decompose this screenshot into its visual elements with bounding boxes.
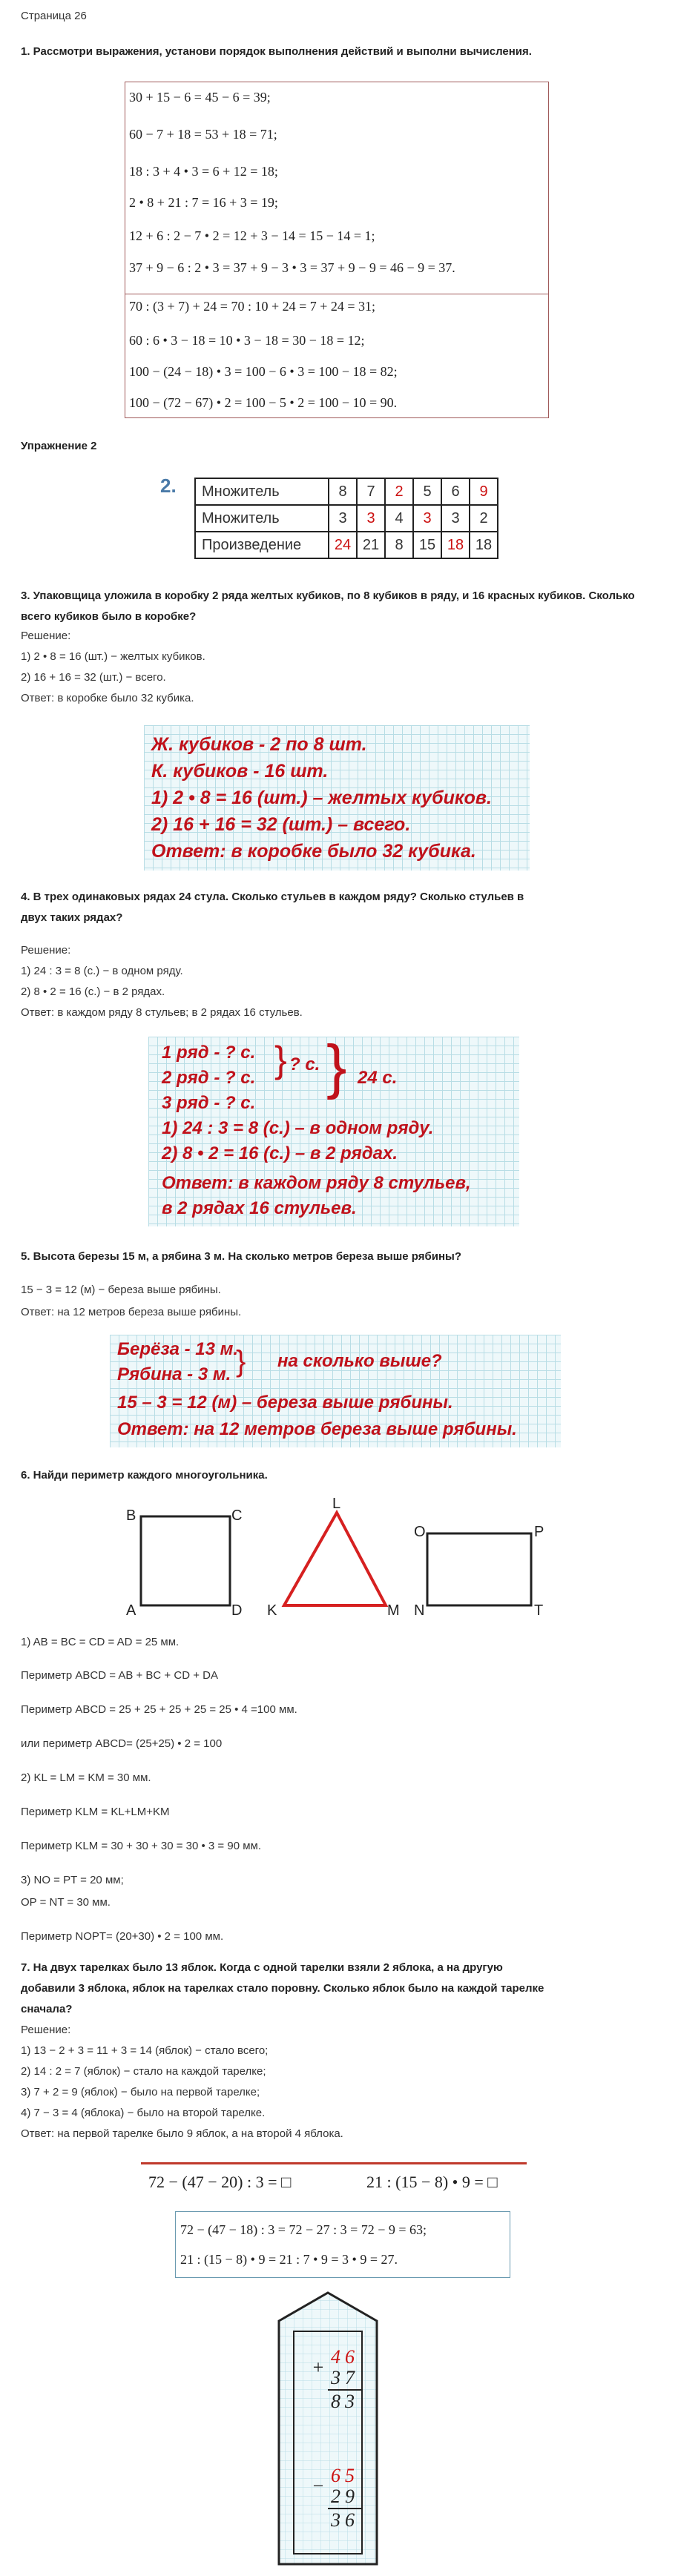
task1-line-10: 100 − (72 − 67) • 2 = 100 − 5 • 2 = 100 − 10 = 90. — [129, 395, 398, 410]
hand-line: Ответ: в коробке было 32 кубика. — [151, 841, 476, 862]
task1-line-6: 37 + 9 − 6 : 2 • 3 = 37 + 9 − 3 • 3 = 37 + 9 − 9 = 46 − 9 = 37. — [129, 260, 455, 275]
label-c: C — [231, 1507, 243, 1524]
table-cell: 4 — [385, 505, 413, 532]
multiplication-table — [194, 478, 498, 559]
task4-title-cont: двух таких рядах? — [21, 911, 123, 924]
minuend: 65 — [331, 2465, 359, 2486]
task7-step: 1) 13 − 2 + 3 = 11 + 3 = 14 (яблок) − стало всего; — [21, 2044, 269, 2057]
task5-title: 5. Высота березы 15 м, а рябина 3 м. На сколько метров береза выше рябины? — [21, 1250, 461, 1263]
task4-step: 1) 24 : 3 = 8 (с.) − в одном ряду. — [21, 965, 183, 977]
table-cell: 3 — [441, 505, 470, 532]
sum-result: 83 — [331, 2391, 359, 2412]
task6-line: Периметр KLM = KL+LM+KM — [21, 1806, 170, 1818]
task6-line: Периметр NOPT= (20+30) • 2 = 100 мм. — [21, 1930, 224, 1943]
task6-line: Периметр KLM = 30 + 30 + 30 = 30 • 3 = 90 мм. — [21, 1840, 262, 1852]
task1-line-7: 70 : (3 + 7) + 24 = 70 : 10 + 24 = 7 + 24 = 31; — [129, 299, 376, 314]
label-t: T — [534, 1602, 544, 1616]
hand-line: в 2 рядах 16 стульев. — [162, 1198, 357, 1218]
task1-line-8: 60 : 6 • 3 − 18 = 10 • 3 − 18 = 30 − 18 = 12; — [129, 333, 365, 348]
row-label: Произведение — [195, 532, 329, 558]
label-k: K — [267, 1602, 277, 1616]
label-o: O — [414, 1524, 426, 1540]
hand-line: 1) 24 : 3 = 8 (с.) – в одном ряду. — [162, 1118, 434, 1138]
table-cell: 8 — [329, 478, 357, 505]
task7-step: 4) 7 − 3 = 4 (яблока) − было на второй тарелке. — [21, 2107, 266, 2119]
table-cell: 3 — [357, 505, 385, 532]
column-subtraction — [312, 2465, 363, 2539]
hand-line: Ж. кубиков - 2 по 8 шт. — [151, 734, 367, 755]
addend-1: 46 — [331, 2346, 359, 2368]
task7-title-cont: сначала? — [21, 2003, 73, 2015]
minus-sign: − — [312, 2475, 325, 2497]
task6-title: 6. Найди периметр каждого многоугольника. — [21, 1469, 268, 1482]
task7-answer: Ответ: на первой тарелке было 9 яблок, а на второй 4 яблока. — [21, 2127, 343, 2140]
task6-line: 1) AB = BC = CD = AD = 25 мм. — [21, 1636, 180, 1648]
table-cell: 7 — [357, 478, 385, 505]
hand-line: Берёза - 13 м. — [117, 1339, 239, 1359]
table-row — [195, 505, 498, 532]
page-title: Страница 26 — [21, 10, 87, 22]
label-m: M — [387, 1602, 400, 1616]
task6-line: OP = NT = 30 мм. — [21, 1896, 111, 1909]
task1-title: 1. Рассмотри выражения, установи порядок выполнения действий и выполни вычисления. — [21, 45, 532, 58]
table-row — [195, 478, 498, 505]
row-label: Множитель — [195, 505, 329, 532]
task4-step: 2) 8 • 2 = 16 (с.) − в 2 рядах. — [21, 985, 165, 998]
table-cell: 15 — [413, 532, 441, 558]
task5-notebook — [110, 1335, 561, 1447]
table-cell: 18 — [470, 532, 498, 558]
hand-line: 3 ряд - ? с. — [162, 1093, 256, 1113]
row-label: Множитель — [195, 478, 329, 505]
task7-title: 7. На двух тарелках было 13 яблок. Когда с одной тарелки взяли 2 яблока, а на другую — [21, 1961, 503, 1974]
hand-line: ? с. — [289, 1054, 320, 1074]
task3-step: 2) 16 + 16 = 32 (шт.) − всего. — [21, 671, 166, 684]
task7-step: 3) 7 + 2 = 9 (яблок) − было на первой тарелке; — [21, 2086, 260, 2098]
calc-line: 72 − (47 − 18) : 3 = 72 − 27 : 3 = 72 − 9 = 63; — [180, 2222, 427, 2237]
table-cell: 3 — [329, 505, 357, 532]
rectangle-nopt — [427, 1533, 531, 1605]
task4-title: 4. В трех одинаковых рядах 24 стула. Сколько стульев в каждом ряду? Сколько стульев в — [21, 891, 524, 903]
hand-line: Ответ: в каждом ряду 8 стульев, — [162, 1173, 471, 1193]
table-cell: 2 — [385, 478, 413, 505]
hand-line: на сколько выше? — [277, 1351, 442, 1371]
task6-line: или периметр ABCD= (25+25) • 2 = 100 — [21, 1737, 223, 1750]
label-n: N — [414, 1602, 425, 1616]
table-cell: 21 — [357, 532, 385, 558]
task5-step: 15 − 3 = 12 (м) − береза выше рябины. — [21, 1284, 221, 1296]
task2-number: 2. — [160, 475, 177, 497]
task1-line-3: 18 : 3 + 4 • 3 = 6 + 12 = 18; — [129, 164, 278, 179]
label-b: B — [126, 1507, 136, 1524]
triangle-klm — [284, 1513, 386, 1605]
table-cell: 2 — [470, 505, 498, 532]
task7-solution-label: Решение: — [21, 2024, 71, 2036]
task4-notebook — [148, 1033, 519, 1226]
table-cell: 8 — [385, 532, 413, 558]
divider-line — [141, 2162, 527, 2164]
brace-icon: } — [326, 1033, 347, 1100]
task7-title-cont: добавили 3 яблока, яблок на тарелках стало поровну. Сколько яблок было на каждой тарелке — [21, 1982, 544, 1995]
hand-line: Рябина - 3 м. — [117, 1364, 231, 1384]
hand-line: К. кубиков - 16 шт. — [151, 761, 329, 782]
table-cell: 6 — [441, 478, 470, 505]
calc-box — [175, 2211, 510, 2278]
task6-line: 3) NO = PT = 20 мм; — [21, 1874, 124, 1886]
task4-solution-label: Решение: — [21, 944, 71, 957]
task3-notebook — [144, 725, 530, 871]
hand-line: 24 с. — [358, 1068, 398, 1088]
task3-answer: Ответ: в коробке было 32 кубика. — [21, 692, 194, 704]
hand-line: 15 – 3 = 12 (м) – береза выше рябины. — [117, 1393, 453, 1413]
table-cell: 9 — [470, 478, 498, 505]
task3-step: 1) 2 • 8 = 16 (шт.) − желтых кубиков. — [21, 650, 205, 663]
expr-left: 72 − (47 − 20) : 3 = □ — [148, 2173, 292, 2191]
task3-title: 3. Упаковщица уложила в коробку 2 ряда желтых кубиков, по 8 кубиков в ряду, и 16 красных кубиков. Сколько всего кубиков было в коробке? — [21, 589, 635, 623]
calc-line: 21 : (15 − 8) • 9 = 21 : 7 • 9 = 3 • 9 = 27. — [180, 2252, 398, 2267]
table-cell: 5 — [413, 478, 441, 505]
polygons-figure — [119, 1490, 564, 1616]
task6-line: Периметр ABCD = AB + BC + CD + DA — [21, 1669, 218, 1682]
task1-line-5: 12 + 6 : 2 − 7 • 2 = 12 + 3 − 14 = 15 − 14 = 1; — [129, 228, 375, 243]
task1-line-9: 100 − (24 − 18) • 3 = 100 − 6 • 3 = 100 − 18 = 82; — [129, 364, 398, 379]
label-p: P — [534, 1524, 544, 1540]
label-l: L — [332, 1496, 341, 1512]
label-a: A — [126, 1602, 136, 1616]
label-d: D — [231, 1602, 243, 1616]
column-addition — [312, 2346, 363, 2420]
plus-sign: + — [312, 2357, 325, 2378]
hand-line: 1 ряд - ? с. — [162, 1043, 256, 1063]
difference-result: 36 — [331, 2509, 359, 2531]
task6-line: Периметр ABCD = 25 + 25 + 25 + 25 = 25 • 4 =100 мм. — [21, 1703, 297, 1716]
subtrahend: 29 — [331, 2486, 359, 2507]
table-cell: 24 — [329, 532, 357, 558]
task1-box — [125, 82, 549, 418]
hand-line: 1) 2 • 8 = 16 (шт.) – желтых кубиков. — [151, 787, 492, 808]
brace-icon: } — [236, 1345, 246, 1378]
task6-line: 2) KL = LM = KM = 30 мм. — [21, 1771, 151, 1784]
square-abcd — [141, 1516, 230, 1605]
table-row — [195, 532, 498, 558]
hand-line: 2) 8 • 2 = 16 (с.) – в 2 рядах. — [162, 1143, 398, 1163]
task7-step: 2) 14 : 2 = 7 (яблок) − стало на каждой тарелке; — [21, 2065, 266, 2078]
hand-line: Ответ: на 12 метров береза выше рябины. — [117, 1419, 517, 1439]
task1-line-1: 30 + 15 − 6 = 45 − 6 = 39; — [129, 90, 271, 105]
task1-line-2: 60 − 7 + 18 = 53 + 18 = 71; — [129, 127, 277, 142]
table-cell: 3 — [413, 505, 441, 532]
hand-line: 2) 16 + 16 = 32 (шт.) – всего. — [151, 814, 411, 835]
brace-icon: } — [274, 1039, 287, 1080]
task5-answer: Ответ: на 12 метров береза выше рябины. — [21, 1306, 242, 1318]
task3-solution-label: Решение: — [21, 630, 71, 642]
task2-title: Упражнение 2 — [21, 440, 97, 452]
task1-line-4: 2 • 8 + 21 : 7 = 16 + 3 = 19; — [129, 195, 278, 210]
table-cell: 18 — [441, 532, 470, 558]
task4-answer: Ответ: в каждом ряду 8 стульев; в 2 рядах 16 стульев. — [21, 1006, 303, 1019]
expr-right: 21 : (15 − 8) • 9 = □ — [366, 2173, 498, 2191]
hand-line: 2 ряд - ? с. — [162, 1068, 256, 1088]
addend-2: 37 — [331, 2367, 359, 2388]
